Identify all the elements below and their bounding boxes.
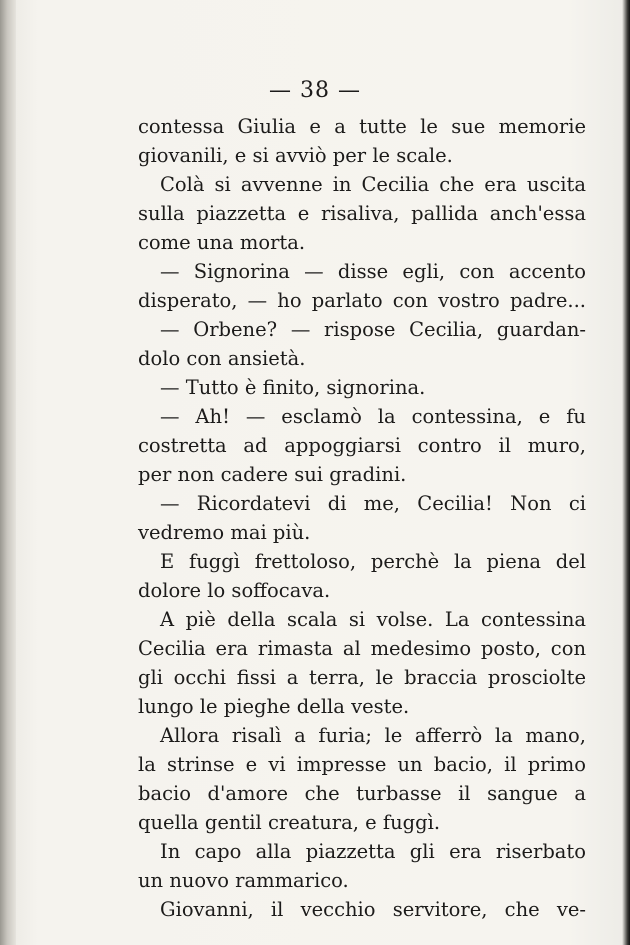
text-line: E fuggì frettoloso, perchè la piena del: [160, 550, 586, 573]
text-line: Giovanni, il vecchio servitore, che ve-: [160, 898, 586, 921]
text-line: contessa Giulia e a tutte le sue memorie: [138, 115, 586, 138]
text-line: bacio d'amore che turbasse il sangue a: [138, 782, 586, 805]
text-line: — Ah! — esclamò la contessina, e fu: [160, 405, 586, 428]
text-line: Allora risalì a furia; le afferrò la mano,: [160, 724, 586, 747]
text-line: dolo con ansietà.: [138, 347, 306, 370]
text-line: — Tutto è finito, signorina.: [160, 376, 426, 399]
text-line: un nuovo rammarico.: [138, 869, 349, 892]
text-line: per non cadere sui gradini.: [138, 463, 407, 486]
text-line: — Orbene? — rispose Cecilia, guardan-: [160, 318, 586, 341]
text-line: come una morta.: [138, 231, 306, 254]
text-line: gli occhi fissi a terra, le braccia prosciolte: [138, 666, 586, 689]
text-line: Cecilia era rimasta al medesimo posto, con: [138, 637, 586, 660]
text-line: vedremo mai più.: [138, 521, 311, 544]
text-line: dolore lo soffocava.: [138, 579, 331, 602]
text-line: sulla piazzetta e risaliva, pallida anch'essa: [138, 202, 586, 225]
text-line: costretta ad appoggiarsi contro il muro,: [138, 434, 586, 457]
page-edge: [622, 0, 630, 945]
text-line: In capo alla piazzetta gli era riserbato: [160, 840, 586, 863]
text-line: A piè della scala si volse. La contessina: [160, 608, 586, 631]
page-number: — 38 —: [269, 78, 361, 103]
text-line: — Ricordatevi di me, Cecilia! Non ci: [160, 492, 586, 515]
text-line: quella gentil creatura, e fuggì.: [138, 811, 441, 834]
text-line: Colà si avvenne in Cecilia che era uscita: [160, 173, 586, 196]
binding-edge: [0, 0, 16, 945]
text-line: disperato, — ho parlato con vostro padre...: [138, 289, 586, 312]
text-line: — Signorina — disse egli, con accento: [160, 260, 586, 283]
text-line: lungo le pieghe della veste.: [138, 695, 410, 718]
text-line: la strinse e vi impresse un bacio, il primo: [138, 753, 586, 776]
text-line: giovanili, e si avviò per le scale.: [138, 144, 453, 167]
body-text: [138, 112, 586, 924]
